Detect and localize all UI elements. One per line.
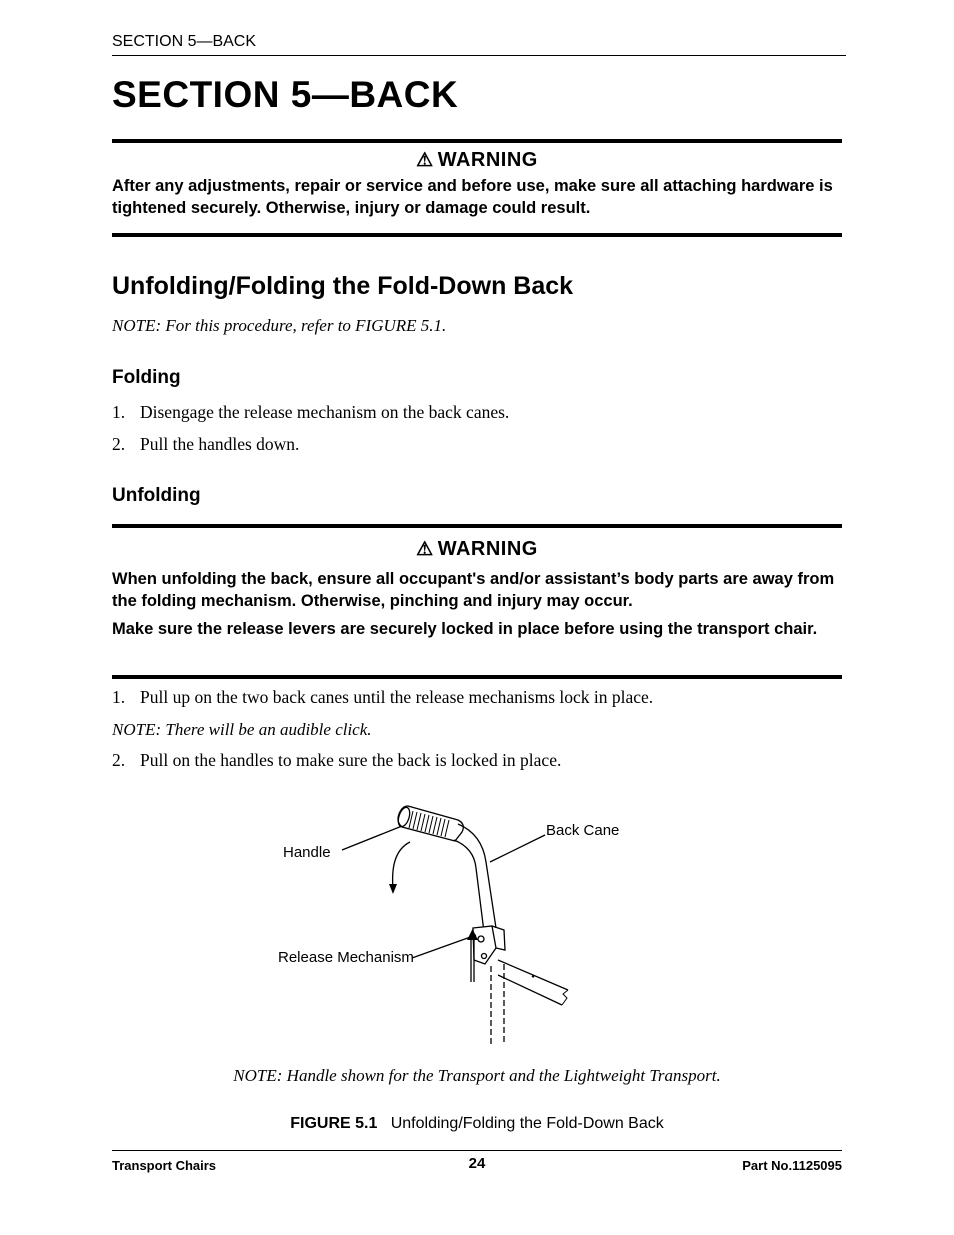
warning-heading-text: WARNING: [437, 149, 538, 171]
warning-heading-text: WARNING: [437, 538, 538, 560]
folding-step-2: [112, 434, 299, 455]
procedure-note: NOTE: For this procedure, refer to FIGURE 5.1.: [112, 316, 447, 335]
figure-caption: [0, 1115, 954, 1133]
folding-step-1: [112, 402, 509, 423]
warning-box-general: [112, 139, 842, 237]
figure-title: Unfolding/Folding the Fold-Down Back: [390, 1115, 664, 1132]
warning-text-locks: Make sure the release levers are securely locked in place before using the transport chair.: [112, 620, 818, 638]
step-number: 1.: [112, 687, 126, 707]
audible-click-note: NOTE: There will be an audible click.: [112, 720, 372, 739]
figure-number: FIGURE 5.1: [290, 1115, 378, 1132]
unfolding-heading: Unfolding: [112, 485, 201, 506]
step-text: Pull on the handles to make sure the back is locked in place.: [140, 750, 562, 770]
warning-triangle-icon: ⚠: [416, 150, 434, 171]
unfolding-step-1: [112, 687, 653, 708]
label-handle: Handle: [283, 844, 331, 861]
step-text: Disengage the release mechanism on the back canes.: [140, 402, 510, 422]
step-number: 2.: [112, 750, 126, 770]
warning-heading: [112, 149, 842, 172]
folding-heading: Folding: [112, 367, 181, 388]
page-number: 24: [468, 1155, 486, 1172]
step-number: 1.: [112, 402, 126, 422]
label-release-mechanism: Release Mechanism: [278, 949, 414, 966]
warning-heading: [112, 538, 842, 561]
page-title: SECTION 5—BACK: [112, 74, 459, 115]
unfolding-step-2: [112, 750, 561, 771]
footer-product: Transport Chairs: [112, 1158, 217, 1173]
warning-box-unfolding: [112, 524, 842, 679]
step-text: Pull the handles down.: [140, 434, 300, 454]
warning-text-pinch: When unfolding the back, ensure all occupant's and/or assistant’s body parts are away from the folding mechanism. Otherwise, pinching and injury may occur.: [112, 570, 835, 610]
running-header: SECTION 5—BACK: [112, 33, 257, 50]
section-heading: Unfolding/Folding the Fold-Down Back: [112, 272, 574, 300]
warning-text: After any adjustments, repair or service and before use, make sure all attaching hardware is tightened securely. Otherwise, injury or damage could result.: [112, 177, 833, 217]
warning-triangle-icon: ⚠: [416, 539, 434, 560]
figure-note: NOTE: Handle shown for the Transport and the Lightweight Transport.: [233, 1066, 721, 1085]
step-number: 2.: [112, 434, 126, 454]
header-rule: [112, 55, 846, 56]
label-back-cane: Back Cane: [546, 822, 620, 839]
step-text: Pull up on the two back canes until the release mechanisms lock in place.: [140, 687, 654, 707]
footer-part-number: Part No.1125095: [742, 1158, 842, 1173]
footer-rule: [112, 1150, 842, 1151]
